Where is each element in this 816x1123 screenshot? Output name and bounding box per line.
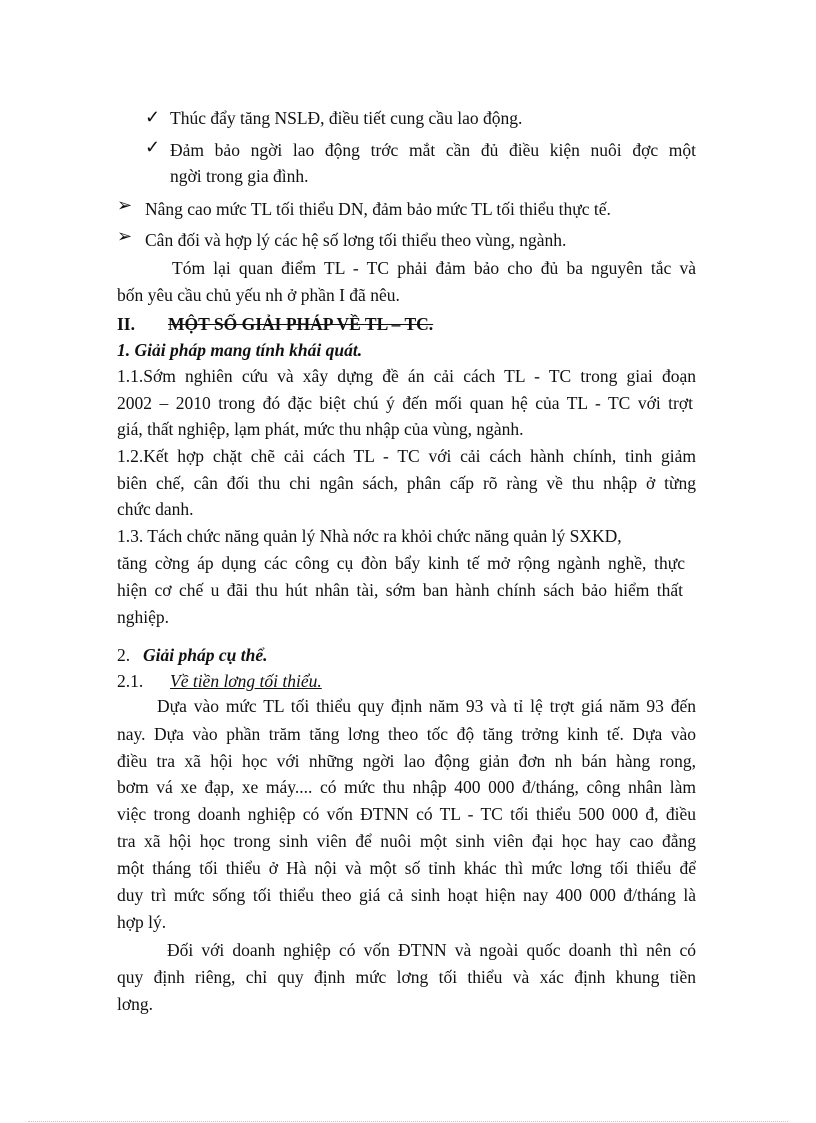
arrow-bullet-icon: ➢ — [117, 226, 133, 246]
subsection-heading: Về tiền lơng tối thiểu. — [170, 671, 322, 691]
paragraph-1-2-line1: 1.2.Kết hợp chặt chẽ cải cách TL - TC với cải cách hành chính, tinh giảm — [117, 446, 696, 466]
body-line: Dựa vào mức TL tối thiểu quy định năm 93 và tỉ lệ trợt giá năm 93 đến — [157, 696, 696, 716]
body-line: quy định riêng, chỉ quy định mức lơng tối thiểu và xác định khung tiền — [117, 967, 696, 987]
paragraph-1-3-line2: tăng cờng áp dụng các công cụ đòn bẩy kinh tế mở rộng ngành nghề, thực — [117, 553, 685, 573]
paragraph-1-3-line1: 1.3. Tách chức năng quản lý Nhà nớc ra khỏi chức năng quản lý SXKD, — [117, 526, 622, 546]
arrow-bullet-icon: ➢ — [117, 195, 133, 215]
bullet-arrow-1: Nâng cao mức TL tối thiểu DN, đảm bảo mức TL tối thiểu thực tế. — [145, 199, 611, 219]
body-line: lơng. — [117, 994, 153, 1014]
section-title: MỘT SỐ GIẢI PHÁP VỀ TL – TC. — [168, 314, 434, 334]
body-line: điều tra xã hội học với những ngời lao động giản đơn nh bán hàng rong, — [117, 751, 696, 771]
subsection-number: 2.1. — [117, 671, 144, 691]
summary-line-2: bốn yêu cầu chủ yếu nh ở phần I đã nêu. — [117, 285, 400, 305]
paragraph-1-2-line3: chức danh. — [117, 499, 194, 519]
summary-line-1: Tóm lại quan điểm TL - TC phải đảm bảo cho đủ ba nguyên tắc và — [172, 258, 696, 278]
paragraph-1-3-line4: nghiệp. — [117, 607, 170, 627]
body-line: Đối với doanh nghiệp có vốn ĐTNN và ngoài quốc doanh thì nên có — [167, 940, 696, 960]
body-line: tra xã hội học trong sinh viên để nuôi một sinh viên đại học hay cao đẳng — [117, 831, 696, 851]
check-icon: ✓ — [145, 107, 161, 127]
specific-number: 2. — [117, 645, 131, 665]
paragraph-1-2-line2: biên chế, cân đối thu chi ngân sách, phân cấp rõ ràng về thu nhập ở từng — [117, 473, 696, 493]
specific-heading: Giải pháp cụ thể. — [143, 645, 268, 665]
body-line: một tháng tối thiểu ở Hà nội và một số tỉnh khác thì mức lơng tối thiểu để — [117, 858, 696, 878]
body-line: bơm vá xe đạp, xe máy.... có mức thu nhập 400 000 đ/tháng, công nhân làm — [117, 777, 696, 797]
body-line: hợp lý. — [117, 912, 167, 932]
bullet-check-1: Thúc đẩy tăng NSLĐ, điều tiết cung cầu lao động. — [170, 108, 523, 128]
section-number: II. — [117, 314, 135, 334]
paragraph-1-1-line1: 1.1.Sớm nghiên cứu và xây dựng đề án cải cách TL - TC trong giai đoạn — [117, 366, 696, 386]
bullet-check-2-line2: ngời trong gia đình. — [170, 166, 309, 186]
general-heading: 1. Giải pháp mang tính khái quát. — [117, 340, 363, 360]
body-line: duy trì mức sống tối thiểu theo giá cả sinh hoạt hiện nay 400 000 đ/tháng là — [117, 885, 696, 905]
bullet-check-2-line1: Đảm bảo ngời lao động trớc mắt cần đủ điều kiện nuôi đợc một — [170, 140, 696, 160]
body-line: việc trong doanh nghiệp có vốn ĐTNN có TL - TC tối thiểu 500 000 đ, điều — [117, 804, 696, 824]
paragraph-1-1-line2: 2002 – 2010 trong đó đặc biệt chú ý đến mối quan hệ của TL - TC với trợt — [117, 393, 693, 413]
body-line: nay. Dựa vào phần trăm tăng lơng theo tốc độ tăng trởng kinh tế. Dựa vào — [117, 724, 696, 744]
paragraph-1-1-line3: giá, thất nghiệp, lạm phát, mức thu nhập của vùng, ngành. — [117, 419, 524, 439]
paragraph-1-3-line3: hiện cơ chế u đãi thu hút nhân tài, sớm ban hành chính sách bảo hiểm thất — [117, 580, 683, 600]
check-icon: ✓ — [145, 137, 161, 157]
bullet-arrow-2: Cân đối và hợp lý các hệ số lơng tối thiểu theo vùng, ngành. — [145, 230, 567, 250]
